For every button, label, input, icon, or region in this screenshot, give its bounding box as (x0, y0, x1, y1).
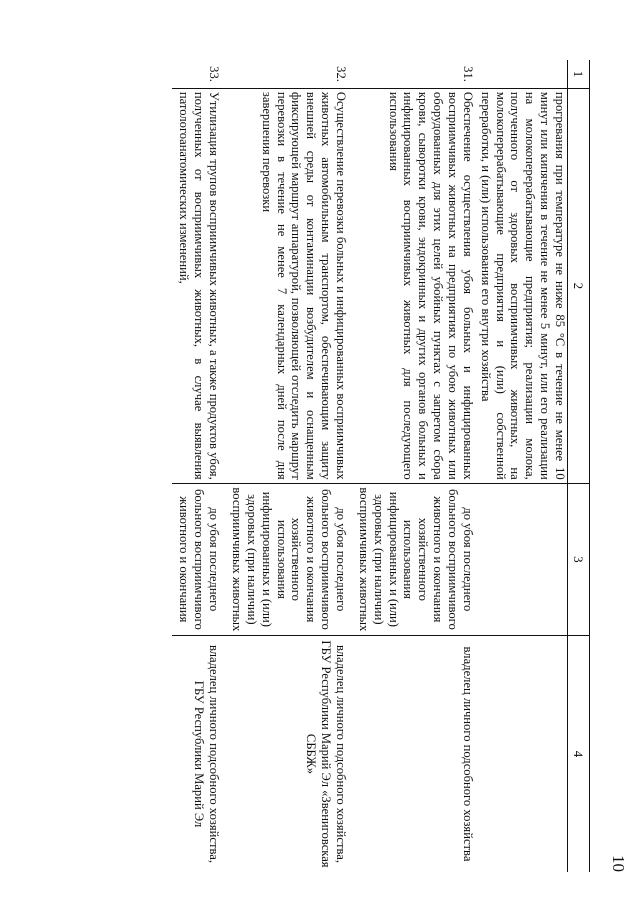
measure-text: прогревания при температуре не ниже 85 °С в течение не менее 10 минут или кипячения в течение не менее 5 минут, или его реализации на молокоперерабатывающие предприятия; реализации молока, полученного от здоровых восприимчивых животных, на молокоперерабатывающие предприятия и (или) собственной переработки, и (или) использования его внутри хозяйства (478, 88, 568, 483)
header-cell: 3 (568, 483, 590, 635)
page-number: 10 (609, 855, 628, 872)
table-row-continuation (478, 60, 568, 872)
header-cell: 2 (568, 88, 590, 483)
term-text: до убоя последнего больного восприимчивого животного и окончания (172, 483, 225, 635)
responsible-text: владелец личного подсобного хозяйства (351, 635, 478, 872)
table-row (172, 60, 225, 872)
measure-text: Обеспечение осуществления убоя больных и инфицированных восприимчивых животных на предприятиях по убою животных или оборудованных для этих целей убойных пунктах с запретом сбора крови, сыворотки крови, эндокринных и других органов больных и инфицированных восприимчивых животных для последующего использования (351, 88, 478, 483)
term-text (478, 483, 568, 635)
responsible-text: владелец личного подсобного хозяйства, ГБУ Республики Марий Эл (172, 635, 225, 872)
header-cell: 4 (568, 635, 590, 872)
row-number (478, 60, 568, 88)
header-cell: 1 (568, 60, 590, 88)
row-number: 32. (333, 66, 348, 82)
measures-table (172, 60, 590, 872)
term-text: до убоя последнего больного восприимчивого животного и окончания хозяйственного использования инфицированных и (или) здоровых (при наличии) восприимчивых животных (351, 483, 478, 635)
table-row (224, 60, 351, 872)
row-number: 33. (207, 66, 222, 82)
term-text: до убоя последнего больного восприимчивого животного и окончания хозяйственного использования инфицированных и (или) здоровых (при наличии) восприимчивых животных (224, 483, 351, 635)
measure-text: Утилизация трупов восприимчивых животных, а также продуктов убоя, полученных от восприимчивых животных, в случае выявления патологоанатомических изменений, (172, 88, 225, 483)
responsible-text: владелец личного подсобного хозяйства, ГБУ Республики Марий Эл «Звениговская СББЖ» (224, 635, 351, 872)
table-header-row (568, 60, 590, 872)
table-row (351, 60, 478, 872)
row-number: 31. (460, 66, 475, 82)
responsible-text (478, 635, 568, 872)
measure-text: Осуществление перевозки больных и инфицированных восприимчивых животных автомобильным транспортом, обеспечивающим защиту внешней среды от контаминации возбудителем и оснащенным фиксирующей маршрут аппаратурой, позволяющей отследить маршрут перевозки в течение не менее 7 календарных дней после дня завершения перевозки (224, 88, 351, 483)
